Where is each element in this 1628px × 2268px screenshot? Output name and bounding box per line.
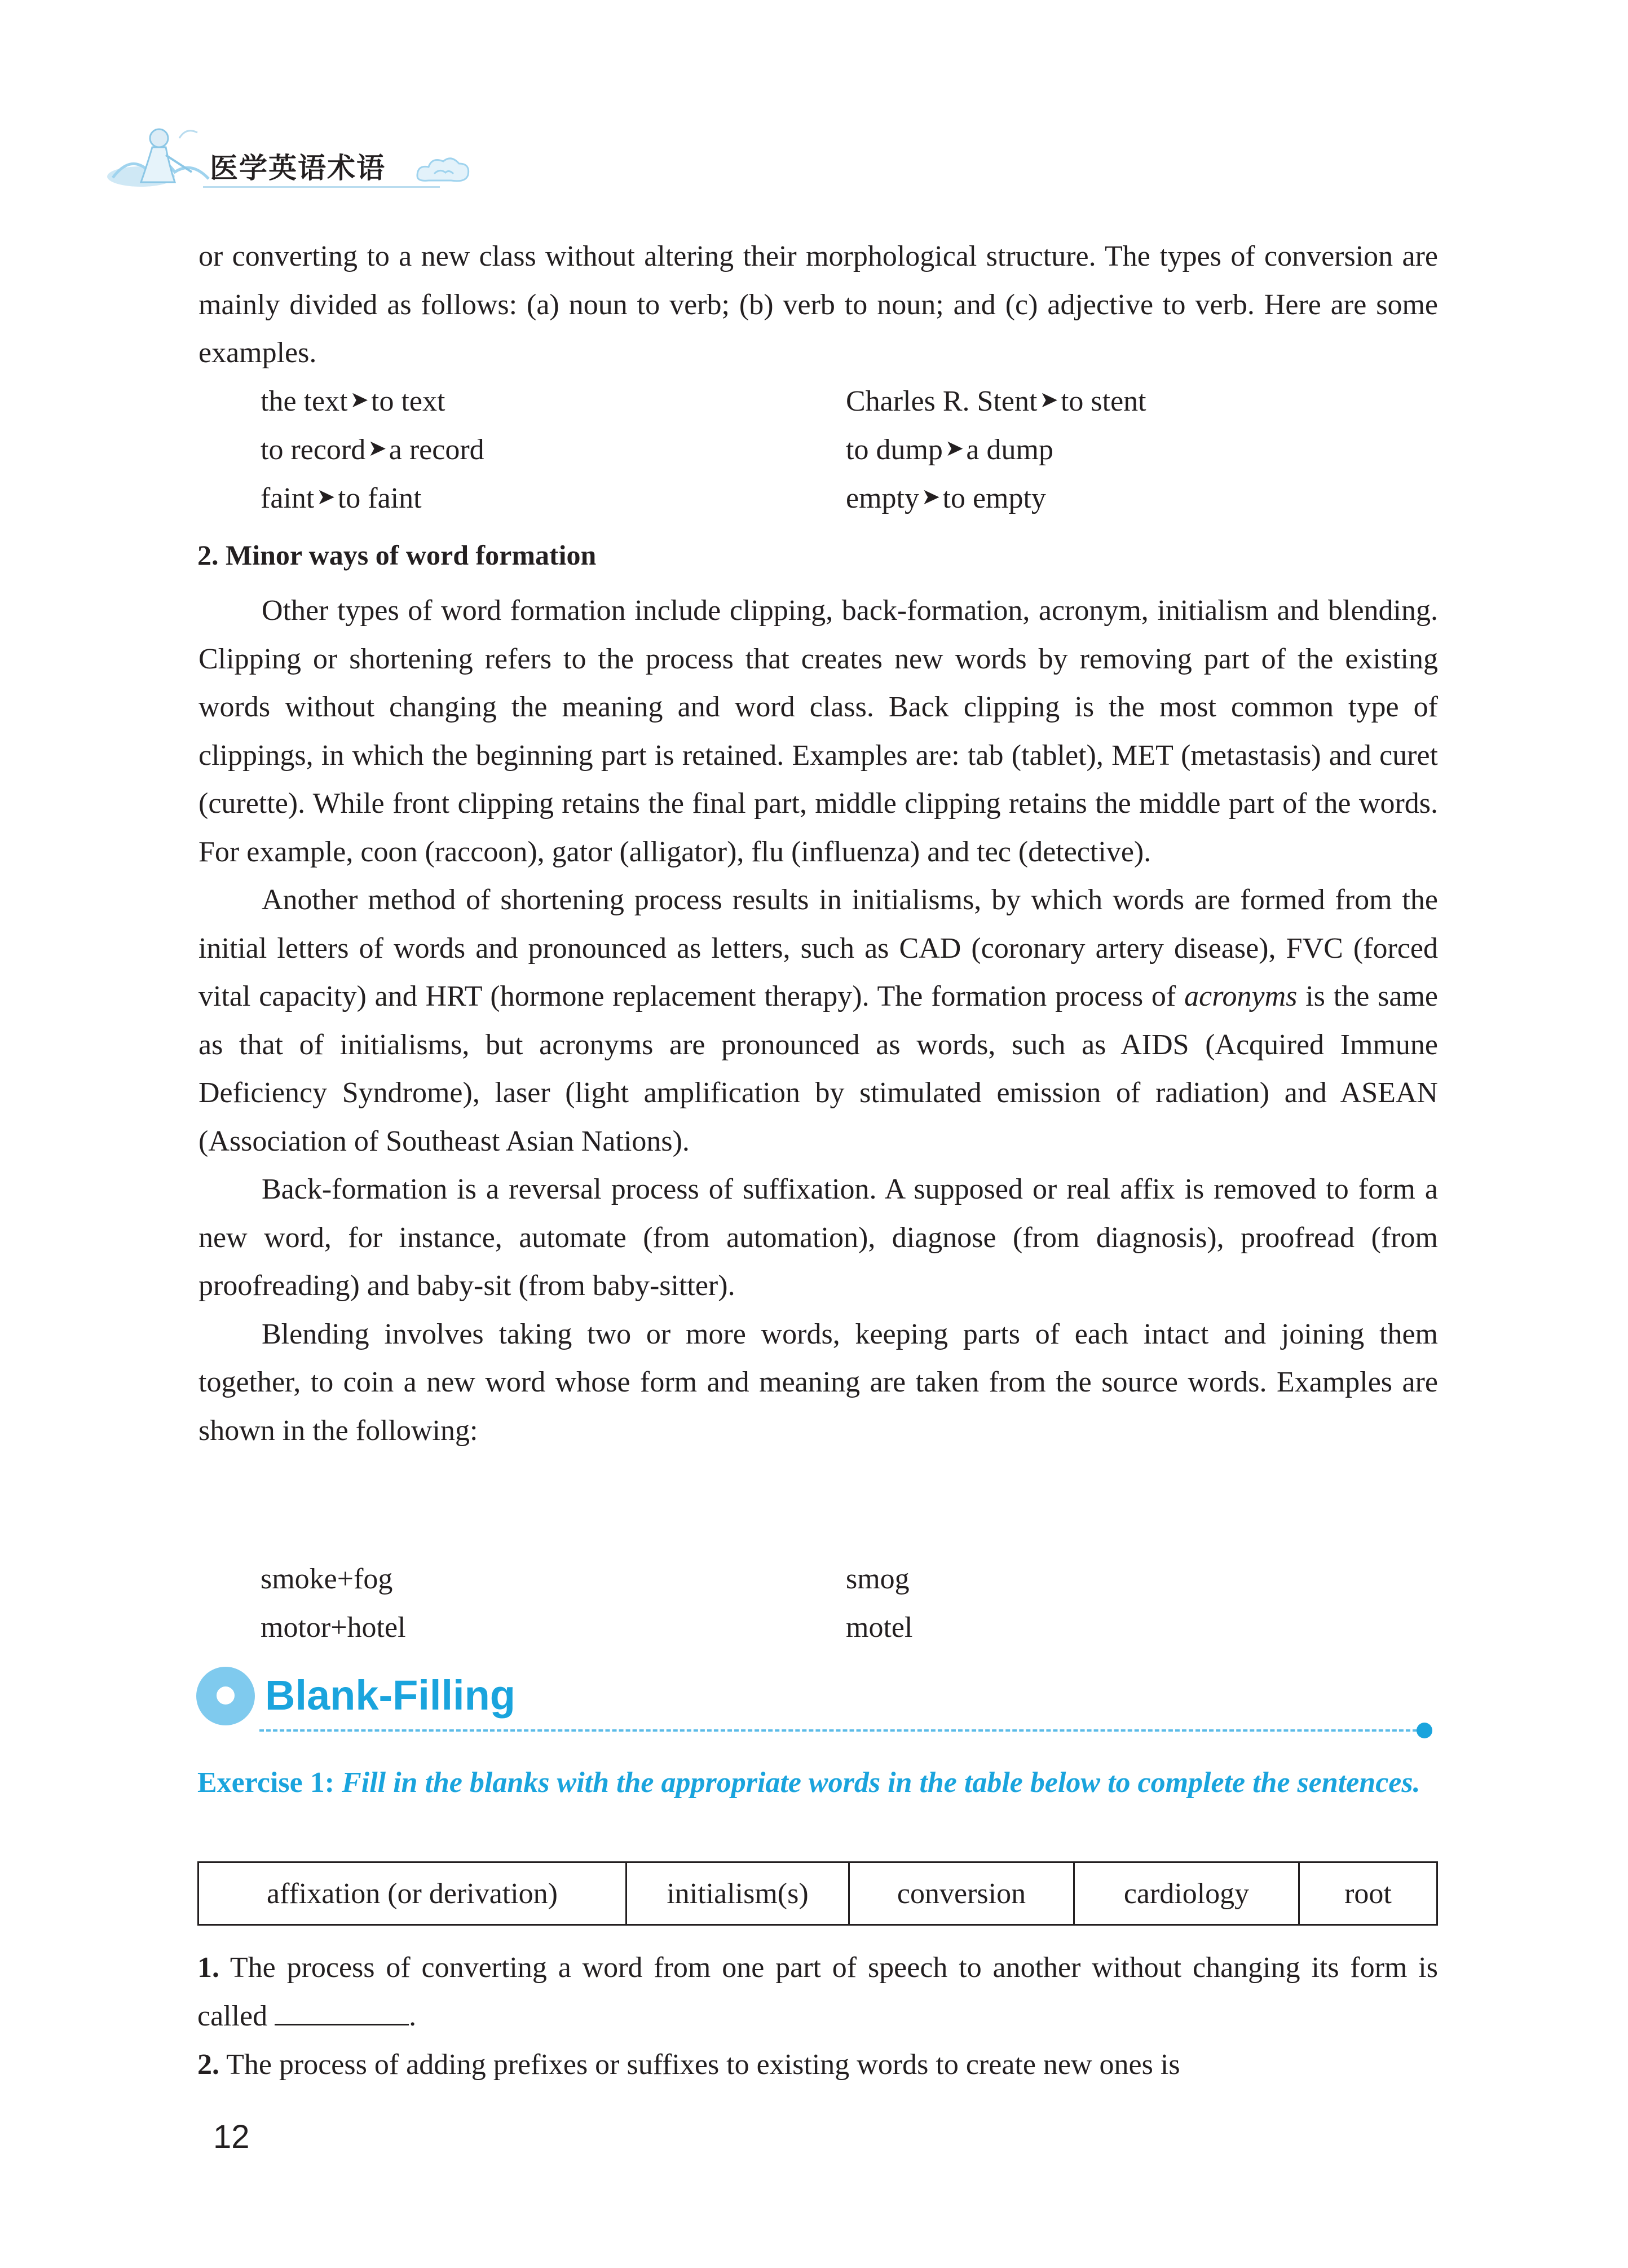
header-title: 医学英语术语 — [210, 151, 386, 184]
cloud-ornament-icon — [412, 153, 474, 187]
blending-source-2: motor+hotel — [261, 1611, 406, 1644]
header-rule — [203, 186, 440, 188]
arrow-right-icon: ➤ — [316, 484, 336, 509]
paragraph-blending: Blending involves taking two or more words, keeping parts of each intact and joining them together, to coin a new word whose form and meaning are taken from the source words. Examples are shown in the following: — [198, 1318, 1438, 1447]
question-text: The process of converting a word from one part of speech to another without changing its form is called — [197, 1952, 1438, 2032]
conversion-example-left-1 — [261, 385, 445, 420]
section2-body — [198, 587, 1438, 1455]
example-from: faint — [261, 482, 315, 514]
paragraph-initialisms — [198, 876, 1438, 1165]
question-number: 1. — [197, 1952, 219, 1984]
example-to: a dump — [966, 434, 1053, 466]
scholar-logo-icon — [107, 116, 220, 195]
intro-text: or converting to a new class without altering their morphological structure. The types of conversion are mainly divided as follows: (a) noun to verb; (b) verb to noun; and (c) adjective to verb. Here are some examples. — [198, 240, 1438, 369]
dashed-divider — [259, 1729, 1424, 1732]
italic-term: acronyms — [1184, 980, 1298, 1012]
table-row — [198, 1862, 1437, 1925]
answer-blank[interactable] — [275, 1998, 409, 2025]
word-bank-cell: root — [1299, 1862, 1437, 1925]
conversion-example-right-1 — [846, 385, 1146, 420]
section-title: Blank-Filling — [265, 1672, 515, 1719]
exercise-instruction — [197, 1759, 1438, 1807]
example-to: to faint — [337, 482, 422, 514]
blending-result-2: motel — [846, 1611, 913, 1644]
example-from: to record — [261, 434, 366, 466]
section-badge-dot — [217, 1686, 235, 1705]
word-bank-cell: conversion — [849, 1862, 1074, 1925]
question-number: 2. — [197, 2049, 219, 2081]
example-from: the text — [261, 385, 348, 417]
paragraph-text: Another method of shortening process results in initialisms, by which words are formed from the initial letters of words and pronounced as letters, such as CAD (coronary artery disease), FVC (forced vital capacity) and HRT (hormone replacement therapy). The formation process of — [198, 884, 1438, 1012]
conversion-example-right-2 — [846, 433, 1053, 469]
example-to: a record — [389, 434, 484, 466]
section-heading: 2. Minor ways of word formation — [197, 539, 597, 571]
question-text: The process of adding prefixes or suffixes to existing words to create new ones is — [226, 2049, 1180, 2081]
example-to: to stent — [1060, 385, 1146, 417]
example-to: to text — [371, 385, 445, 417]
word-bank-cell: affixation (or derivation) — [198, 1862, 627, 1925]
paragraph-text: is the same as that of initialisms, but acronyms are pronounced as words, such as AIDS (Acquired Immune Deficiency Syndrome), laser (light amplification by stimulated emission of radiation) and ASEAN (Association of Southeast Asian Nations). — [198, 980, 1439, 1157]
example-from: empty — [846, 482, 919, 514]
arrow-right-icon: ➤ — [368, 435, 387, 461]
arrow-right-icon: ➤ — [945, 435, 964, 461]
exercise-label: Exercise 1: — [197, 1767, 335, 1799]
word-bank-cell: initialism(s) — [627, 1862, 849, 1925]
word-bank-cell: cardiology — [1074, 1862, 1299, 1925]
exercise-text: Fill in the blanks with the appropriate words in the table below to complete the sentences. — [342, 1767, 1420, 1799]
conversion-example-left-2 — [261, 433, 484, 469]
divider-end-dot — [1417, 1723, 1432, 1738]
arrow-right-icon: ➤ — [350, 387, 369, 412]
question-text-end: . — [409, 2000, 417, 2032]
question-1 — [197, 1944, 1438, 2041]
conversion-example-left-3 — [261, 482, 422, 517]
word-bank-table — [197, 1861, 1438, 1926]
intro-paragraph — [198, 232, 1438, 377]
blending-source-1: smoke+fog — [261, 1563, 393, 1595]
page-number: 12 — [213, 2119, 250, 2155]
question-2 — [197, 2041, 1438, 2089]
example-from: Charles R. Stent — [846, 385, 1038, 417]
arrow-right-icon: ➤ — [1039, 387, 1058, 412]
blending-result-1: smog — [846, 1563, 910, 1595]
arrow-right-icon: ➤ — [921, 484, 941, 509]
paragraph-clipping: Other types of word formation include clipping, back-formation, acronym, initialism and blending. Clipping or shortening refers to the process that creates new words by removing part of the existing words without changing the meaning and word class. Back clipping is the most common type of clippings, in which the beginning part is retained. Examples are: tab (tablet), MET (metastasis) and curet (curette). While front clipping retains the final part, middle clipping retains the middle part of the words. For example, coon (raccoon), gator (alligator), flu (influenza) and tec (detective). — [198, 594, 1438, 868]
example-from: to dump — [846, 434, 943, 466]
conversion-example-right-3 — [846, 482, 1046, 517]
example-to: to empty — [942, 482, 1046, 514]
paragraph-back-formation: Back-formation is a reversal process of suffixation. A supposed or real affix is removed to form a new word, for instance, automate (from automation), diagnose (from diagnosis), proofread (from proofreading) and baby-sit (from baby-sitter). — [198, 1173, 1438, 1302]
